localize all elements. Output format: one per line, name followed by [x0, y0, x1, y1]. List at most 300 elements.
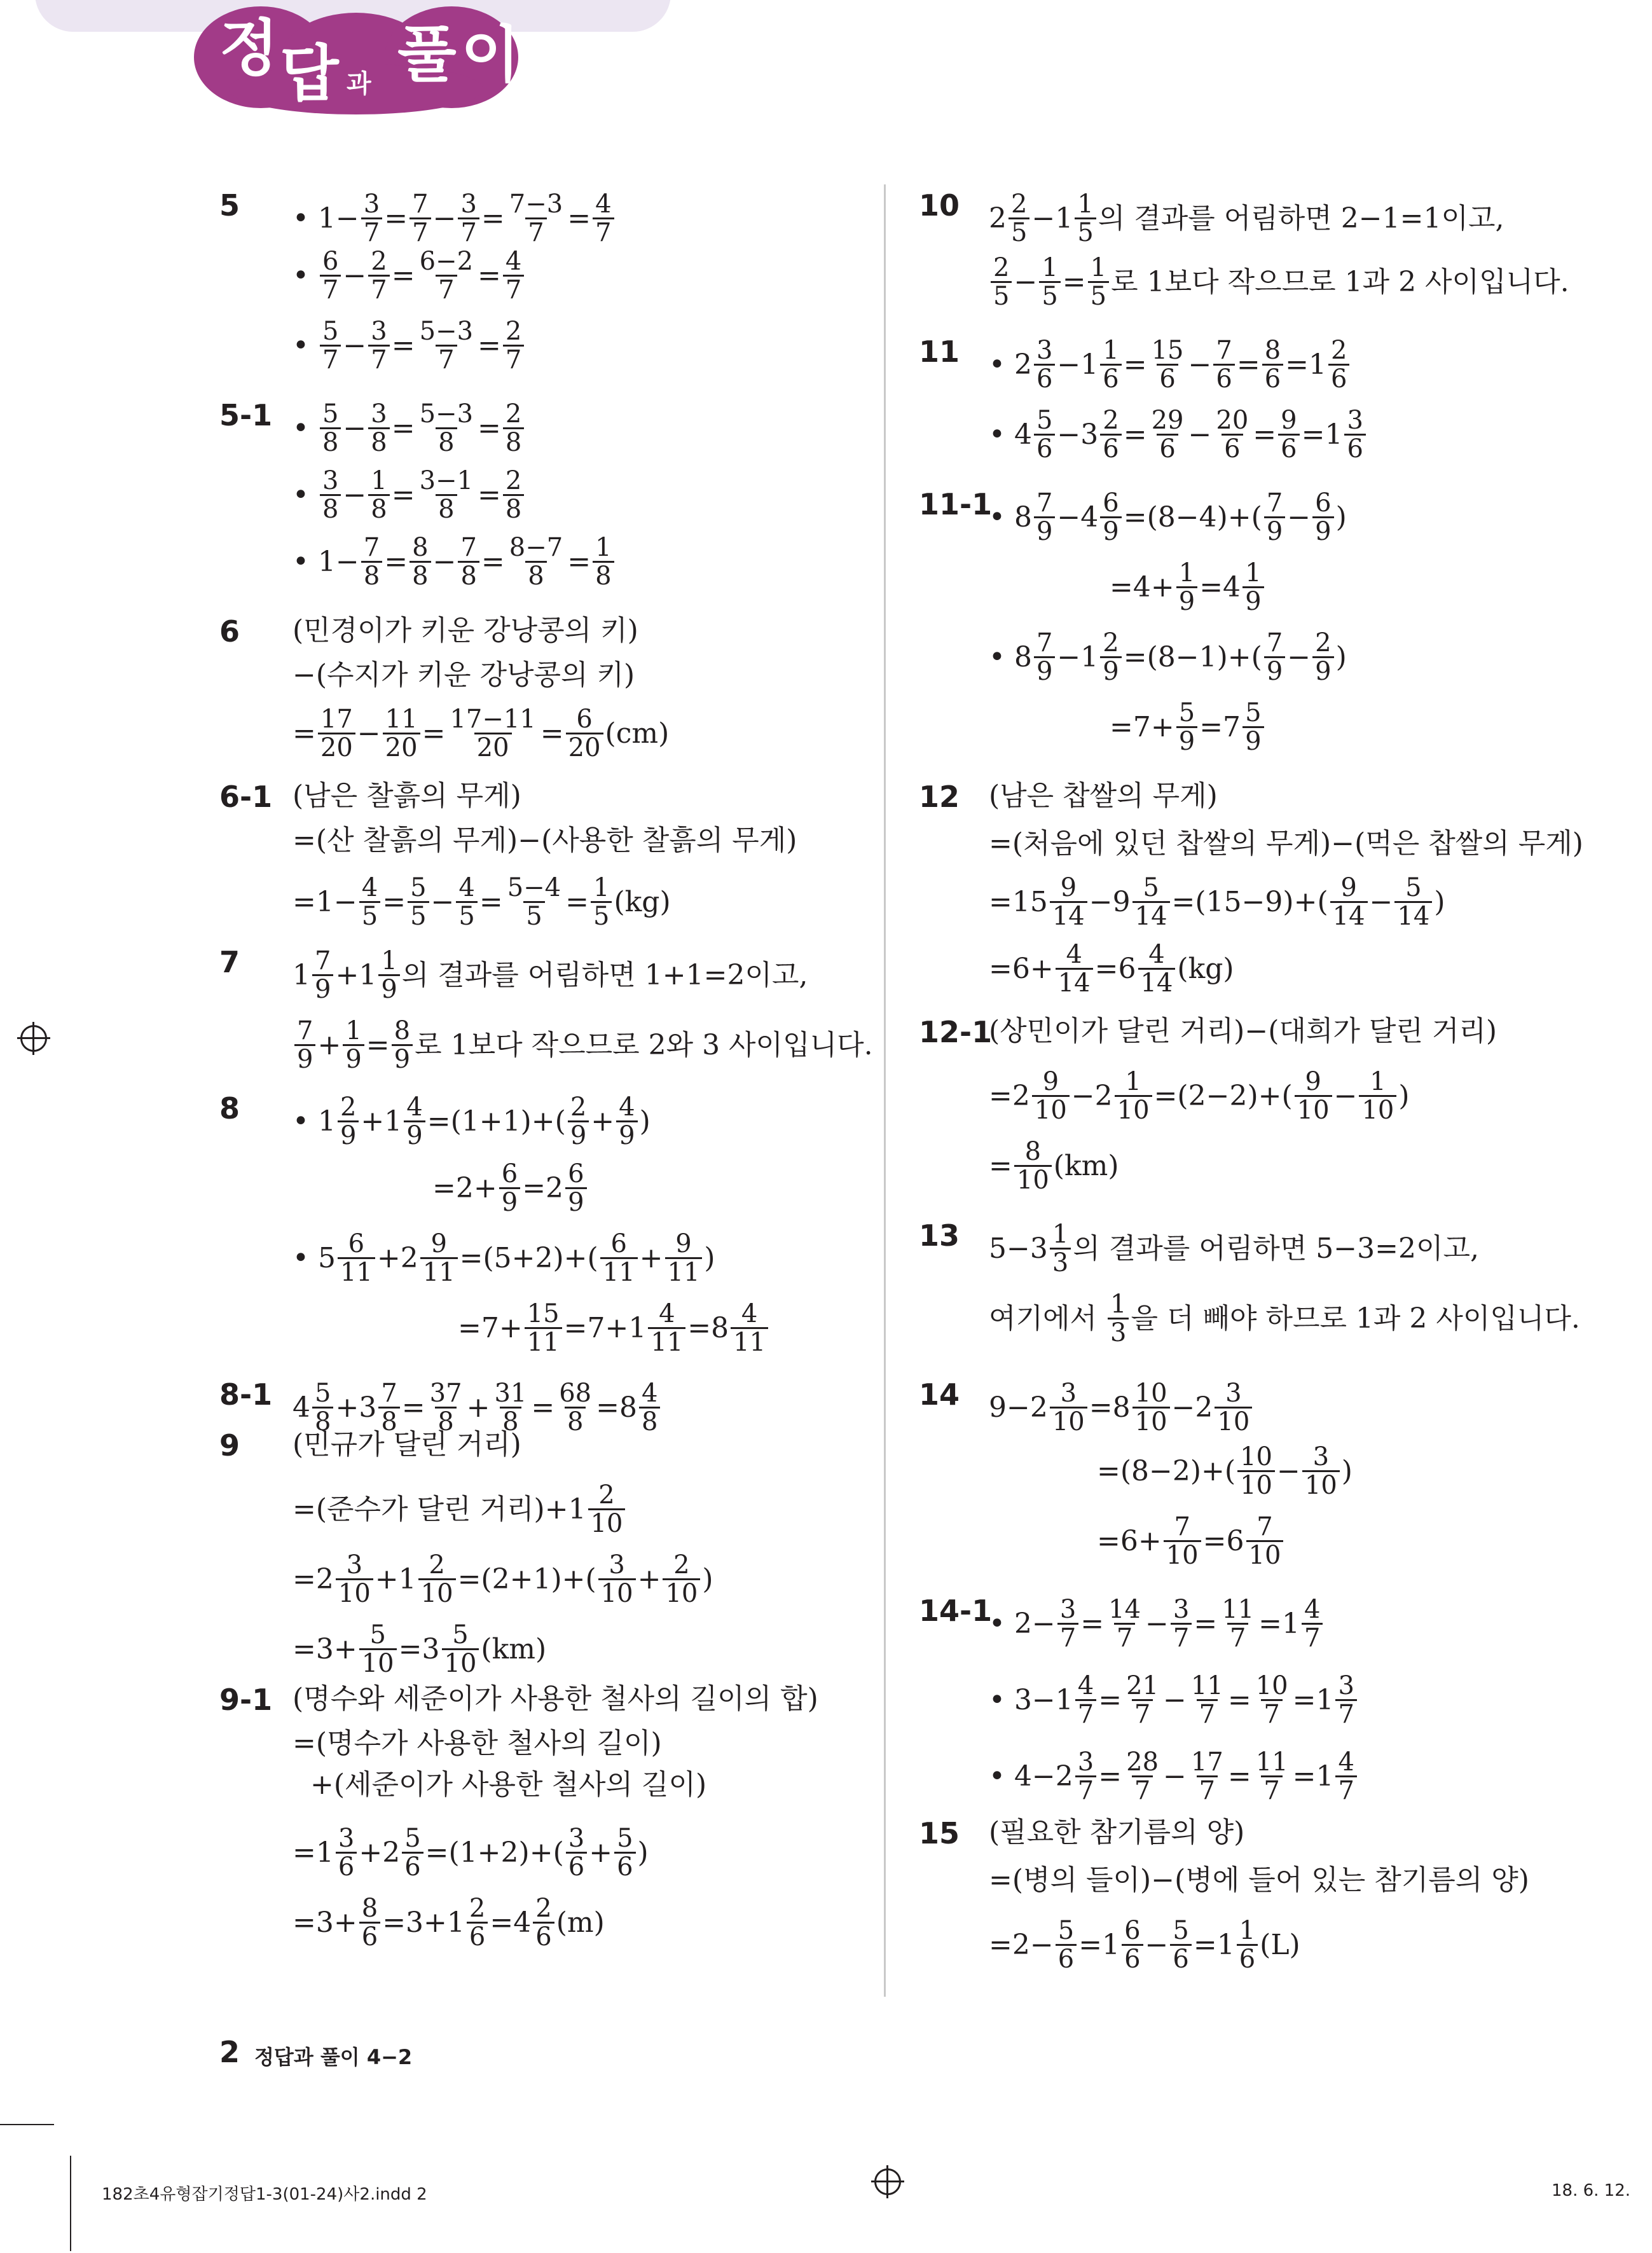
fraction	[1032, 1068, 1070, 1124]
denominator: 6	[1237, 1944, 1258, 1973]
fraction	[383, 706, 420, 761]
numerator: 4	[642, 1379, 658, 1408]
fraction	[600, 1230, 638, 1286]
text-segment: )	[1335, 640, 1347, 673]
denominator: 7	[1197, 1775, 1218, 1804]
numerator: 3	[322, 466, 339, 495]
denominator: 10	[1295, 1095, 1332, 1124]
fraction	[458, 191, 479, 246]
fraction	[417, 401, 476, 456]
denominator: 9	[1312, 516, 1333, 545]
solution-line	[293, 1825, 649, 1880]
text-segment: =	[391, 478, 415, 511]
fraction	[368, 467, 389, 523]
text-segment: −	[1163, 1683, 1187, 1716]
numerator: 9	[1060, 873, 1077, 902]
text-segment: −9	[1089, 885, 1131, 918]
problem-number: 12-1	[919, 1015, 993, 1049]
print-file-name: 182초4유형잡기정답1-3(01-24)사2.indd 2	[102, 2185, 427, 2204]
numerator: 1	[1239, 1916, 1256, 1945]
numerator: 2	[598, 1480, 615, 1510]
numerator: 10	[1255, 1671, 1288, 1700]
text-segment: =(1+2)+(	[425, 1836, 564, 1869]
solution-line	[293, 782, 521, 810]
denominator: 7	[1227, 1623, 1248, 1651]
text-segment: =1	[1292, 1760, 1334, 1793]
denominator: 8	[458, 561, 479, 589]
numerator: 3	[1077, 1747, 1094, 1777]
solution-line	[293, 401, 526, 456]
solution-line	[293, 1685, 818, 1713]
text-segment: −	[1287, 640, 1311, 673]
solution-line	[989, 1138, 1119, 1194]
numerator: 7	[1216, 336, 1232, 365]
text-segment: 로 1보다 작으므로 1과 2 사이입니다.	[1111, 265, 1569, 298]
denominator: 6	[336, 1852, 357, 1880]
denominator: 10	[1164, 1540, 1201, 1569]
numerator: 1	[1110, 1290, 1127, 1319]
fraction	[593, 191, 614, 246]
fraction	[442, 1622, 479, 1677]
fraction	[417, 467, 476, 523]
print-date: 18. 6. 12.	[1552, 2181, 1631, 2200]
solution-line	[293, 614, 638, 647]
denominator: 7	[368, 275, 389, 303]
fraction	[1050, 1221, 1071, 1276]
text-segment: =1	[293, 1836, 334, 1869]
text-segment: • 2	[989, 348, 1032, 381]
numerator: 4	[1338, 1747, 1354, 1777]
numerator: 28	[1126, 1747, 1159, 1777]
fraction	[1034, 337, 1055, 392]
fraction	[1108, 1291, 1129, 1346]
numerator: 7	[1036, 488, 1053, 518]
numerator: 5	[322, 317, 339, 346]
text-segment: (L)	[1260, 1928, 1300, 1961]
solution-line	[989, 1017, 1497, 1045]
denominator: 7	[1335, 1775, 1356, 1804]
problem-number: 11	[919, 334, 960, 369]
denominator: 11	[338, 1257, 375, 1286]
text-segment: )	[637, 1836, 649, 1869]
denominator: 20	[474, 733, 512, 761]
denominator: 7	[503, 275, 524, 303]
denominator: 9	[616, 1120, 637, 1149]
numerator: 6	[1124, 1916, 1141, 1945]
denominator: 8	[368, 494, 389, 523]
text-segment: =	[384, 545, 408, 578]
denominator: 7	[320, 345, 341, 373]
solution-line	[989, 337, 1351, 392]
denominator: 5	[523, 901, 544, 930]
text-segment: • 4−2	[989, 1760, 1073, 1793]
numerator: 1	[595, 533, 612, 562]
text-segment: −	[1287, 500, 1311, 534]
denominator: 11	[648, 1327, 685, 1356]
text-segment: =	[1123, 348, 1147, 381]
denominator: 8	[525, 561, 546, 589]
text-segment: =	[391, 329, 415, 362]
denominator: 8	[320, 427, 341, 456]
numerator: 3	[1225, 1379, 1242, 1408]
numerator: 7	[1256, 1512, 1273, 1541]
denominator: 20	[383, 733, 420, 761]
text-segment: −	[357, 717, 381, 750]
text-segment: =2	[522, 1171, 564, 1204]
text-segment: =	[384, 202, 408, 235]
solution-line	[989, 1866, 1529, 1894]
numerator: 2	[993, 253, 1010, 282]
fraction	[616, 1094, 637, 1149]
numerator: 3	[1173, 1595, 1190, 1624]
fraction	[566, 1825, 587, 1880]
problem-number: 10	[919, 188, 960, 223]
fraction	[1122, 1917, 1143, 1973]
text-segment: −1	[1057, 348, 1099, 381]
denominator: 6	[614, 1852, 635, 1880]
numerator: 3	[371, 399, 387, 429]
fraction	[492, 1380, 529, 1435]
text-segment: =	[478, 478, 501, 511]
numerator: 7	[1036, 628, 1053, 658]
fraction	[1237, 1917, 1258, 1973]
text-segment: =2−	[989, 1928, 1054, 1961]
fraction	[417, 248, 476, 303]
fraction	[639, 1380, 660, 1435]
fraction	[368, 318, 389, 373]
problem-number: 14	[919, 1377, 960, 1412]
text-segment: +	[637, 1562, 661, 1595]
fraction	[1056, 1917, 1077, 1973]
solution-line	[1097, 1443, 1353, 1499]
text-segment: +	[317, 1028, 341, 1061]
fraction	[1170, 1917, 1191, 1973]
fraction	[598, 1552, 636, 1607]
denominator: 9	[1100, 656, 1121, 685]
numerator: 9	[1281, 406, 1297, 435]
text-segment: (명수와 세준이가 사용한 철사의 길이의 합)	[293, 1683, 818, 1715]
problem-number: 15	[919, 1816, 960, 1850]
numerator: 3	[568, 1824, 585, 1853]
denominator: 7	[525, 217, 546, 246]
text-segment: =3+	[293, 1632, 357, 1665]
numerator: 1	[1178, 558, 1195, 588]
numerator: 9	[1042, 1067, 1059, 1096]
numerator: 5	[1143, 873, 1159, 902]
numerator: 2	[505, 399, 522, 429]
solution-line	[293, 824, 797, 857]
denominator: 8	[320, 494, 341, 523]
denominator: 7	[1057, 1623, 1078, 1651]
crop-mark-vertical	[70, 2156, 71, 2251]
numerator: 5	[410, 873, 427, 902]
text-segment: )	[1341, 1454, 1353, 1487]
fraction	[1075, 1749, 1096, 1804]
denominator: 14	[1394, 901, 1432, 930]
denominator: 9	[1034, 516, 1055, 545]
text-segment: =8	[687, 1311, 729, 1344]
fraction	[1213, 337, 1234, 392]
fraction	[402, 1825, 423, 1880]
text-segment: =	[1194, 1607, 1218, 1640]
footer-label: 정답과 풀이 4−2	[254, 2045, 413, 2069]
fraction	[1088, 254, 1109, 310]
text-segment: =	[1080, 1607, 1105, 1640]
logo-title-char-4: 이	[461, 19, 520, 90]
text-segment: (남은 찹쌀의 무게)	[989, 780, 1218, 812]
numerator: 3	[609, 1550, 625, 1580]
numerator: 6−2	[419, 247, 474, 276]
text-segment: =	[479, 885, 503, 918]
text-segment: =1	[1301, 418, 1343, 451]
numerator: 8	[1264, 336, 1281, 365]
denominator: 8	[378, 1407, 399, 1435]
denominator: 7	[1261, 1699, 1282, 1728]
text-segment: =	[567, 545, 591, 578]
solution-line	[293, 1622, 546, 1677]
numerator: 29	[1151, 406, 1184, 435]
denominator: 14	[1330, 901, 1368, 930]
text-segment: +1	[375, 1562, 416, 1595]
numerator: 6	[322, 247, 339, 276]
logo-title-char-2: 답	[280, 38, 339, 109]
fraction	[591, 874, 612, 930]
denominator: 11	[525, 1327, 562, 1356]
numerator: 5	[452, 1620, 469, 1650]
text-segment: =	[1253, 418, 1277, 451]
denominator: 6	[1222, 434, 1242, 462]
fraction	[294, 1017, 315, 1073]
numerator: 2	[505, 317, 522, 346]
registration-mark-left-icon	[20, 1025, 47, 1052]
denominator: 7	[361, 217, 382, 246]
text-segment: −1	[1057, 640, 1099, 673]
numerator: 1	[593, 873, 610, 902]
text-segment: =8	[596, 1391, 637, 1424]
text-segment: (필요한 참기름의 양)	[989, 1816, 1245, 1849]
numerator: 7	[412, 189, 429, 219]
numerator: 7−3	[509, 189, 563, 219]
text-segment: =(8−1)+(	[1123, 640, 1262, 673]
fraction	[503, 318, 524, 373]
text-segment: −	[1333, 1079, 1358, 1112]
numerator: 5	[1245, 698, 1262, 727]
numerator: 10	[1240, 1442, 1272, 1471]
text-segment: =	[422, 717, 446, 750]
solution-line	[293, 191, 616, 246]
numerator: 6	[576, 705, 593, 734]
fraction	[1253, 1749, 1291, 1804]
text-segment: •	[293, 259, 318, 292]
denominator: 10	[1050, 1407, 1087, 1435]
fraction	[1075, 191, 1096, 246]
fraction	[593, 534, 614, 589]
fraction	[378, 947, 399, 1003]
text-segment: −	[1014, 265, 1038, 298]
text-segment: =1	[1258, 1607, 1300, 1640]
numerator: 5	[1173, 1916, 1189, 1945]
denominator: 10	[598, 1578, 636, 1607]
text-segment: =	[1227, 1760, 1251, 1793]
fraction	[418, 1552, 456, 1607]
numerator: 4	[619, 1092, 635, 1122]
fraction	[1050, 874, 1087, 930]
numerator: 7	[315, 946, 331, 975]
denominator: 14	[1138, 968, 1176, 996]
denominator: 10	[1115, 1095, 1152, 1124]
text-segment: =	[382, 885, 406, 918]
text-segment: • 1−	[293, 545, 359, 578]
text-segment: (m)	[556, 1906, 605, 1939]
text-segment: −(수지가 키운 강낭콩의 키)	[293, 659, 635, 691]
numerator: 3	[1312, 1442, 1330, 1471]
text-segment: =15	[989, 885, 1048, 918]
denominator: 6	[533, 1922, 554, 1950]
fraction	[503, 401, 524, 456]
numerator: 3	[1059, 1595, 1077, 1624]
numerator: 6	[610, 1229, 627, 1258]
numerator: 17	[320, 705, 353, 734]
numerator: 2	[1103, 406, 1119, 435]
denominator: 5	[991, 281, 1012, 310]
text-segment: =2	[293, 1562, 334, 1595]
text-segment: −	[1145, 1928, 1169, 1961]
numerator: 15	[527, 1299, 560, 1328]
denominator: 10	[663, 1578, 700, 1607]
text-segment: =	[1123, 418, 1147, 451]
text-segment: =	[1227, 1683, 1251, 1716]
solution-line	[293, 1895, 605, 1950]
numerator: 5	[1405, 873, 1422, 902]
numerator: 8−7	[509, 533, 563, 562]
numerator: 5	[1178, 698, 1195, 727]
denominator: 7	[1075, 1699, 1096, 1728]
solution-line	[989, 782, 1218, 810]
fraction	[312, 947, 333, 1003]
fraction	[458, 534, 479, 589]
text-segment: • 2−	[989, 1607, 1056, 1640]
denominator: 6	[402, 1852, 423, 1880]
numerator: 2	[505, 466, 522, 495]
solution-line	[989, 630, 1347, 685]
denominator: 7	[1075, 1775, 1096, 1804]
denominator: 6	[1034, 364, 1055, 392]
fraction	[392, 1017, 413, 1073]
numerator: 8	[1024, 1137, 1042, 1166]
solution-line	[989, 1221, 1479, 1276]
problem-number: 12	[919, 780, 960, 814]
text-segment: =4	[1199, 570, 1241, 603]
solution-line	[293, 1380, 662, 1435]
fraction	[361, 534, 382, 589]
denominator: 8	[312, 1407, 333, 1435]
text-segment: (kg)	[614, 885, 671, 918]
text-segment: (남은 찰흙의 무게)	[293, 780, 521, 812]
denominator: 10	[1359, 1095, 1396, 1124]
text-segment: =	[401, 1391, 425, 1424]
numerator: 5	[315, 1379, 331, 1408]
solution-line	[1110, 699, 1266, 755]
text-segment: 의 결과를 어림하면 5−3=2이고,	[1073, 1232, 1480, 1265]
numerator: 37	[429, 1379, 462, 1408]
solution-line	[989, 827, 1583, 860]
solution-line	[293, 1552, 713, 1607]
text-segment: =(15−9)+(	[1171, 885, 1328, 918]
fraction	[1264, 630, 1285, 685]
text-segment: 5−3	[989, 1232, 1048, 1265]
fraction	[1057, 1596, 1078, 1651]
solution-line	[293, 318, 526, 373]
text-segment: • 1	[293, 1105, 336, 1138]
fraction	[1215, 1380, 1252, 1435]
denominator: 7	[410, 217, 430, 246]
denominator: 5	[408, 901, 429, 930]
numerator: 8	[394, 1016, 411, 1045]
text-segment: −4	[1057, 500, 1099, 534]
text-segment: +2	[359, 1836, 401, 1869]
denominator: 8	[639, 1407, 660, 1435]
denominator: 9	[1242, 586, 1263, 615]
numerator: 1	[1245, 558, 1262, 588]
denominator: 8	[361, 561, 382, 589]
solution-line	[1097, 1513, 1285, 1569]
denominator: 9	[1312, 656, 1333, 685]
denominator: 9	[312, 974, 333, 1003]
text-segment: =(2+1)+(	[457, 1562, 596, 1595]
text-segment: =3+1	[382, 1906, 465, 1939]
fraction	[408, 874, 429, 930]
denominator: 9	[338, 1120, 359, 1149]
text-segment: −3	[1057, 418, 1099, 451]
numerator: 2	[1331, 336, 1347, 365]
numerator: 1	[371, 466, 387, 495]
solution-line	[989, 191, 1504, 246]
text-segment: =(1+1)+(	[427, 1105, 566, 1138]
text-segment: =(8−2)+(	[1097, 1454, 1236, 1487]
solution-line	[458, 1300, 770, 1356]
solution-line	[989, 1749, 1359, 1804]
denominator: 6	[1157, 434, 1178, 462]
numerator: 2	[469, 1894, 486, 1923]
text-segment: =	[391, 259, 415, 292]
numerator: 6	[348, 1229, 365, 1258]
fraction	[320, 467, 341, 523]
denominator: 10	[336, 1578, 373, 1607]
text-segment: =	[531, 1391, 555, 1424]
fraction	[1219, 1596, 1256, 1651]
text-segment: =1	[1285, 348, 1327, 381]
denominator: 10	[1032, 1095, 1070, 1124]
numerator: 3	[371, 317, 387, 346]
fraction	[410, 534, 430, 589]
denominator: 9	[1264, 656, 1285, 685]
denominator: 5	[591, 901, 612, 930]
text-segment: =(명수가 사용한 철사의 길이)	[293, 1727, 662, 1760]
text-segment: (민규가 달린 거리)	[293, 1428, 521, 1461]
denominator: 7	[1261, 1775, 1282, 1804]
numerator: 9	[675, 1229, 692, 1258]
fraction	[1075, 1672, 1096, 1728]
fraction	[320, 318, 341, 373]
numerator: 3	[1347, 406, 1363, 435]
text-segment: =	[293, 717, 316, 750]
denominator: 10	[1215, 1407, 1252, 1435]
denominator: 6	[1170, 1944, 1191, 1973]
fraction	[588, 1482, 626, 1537]
denominator: 9	[1242, 726, 1263, 755]
text-segment: (kg)	[1177, 952, 1234, 985]
numerator: 11	[1255, 1747, 1288, 1777]
